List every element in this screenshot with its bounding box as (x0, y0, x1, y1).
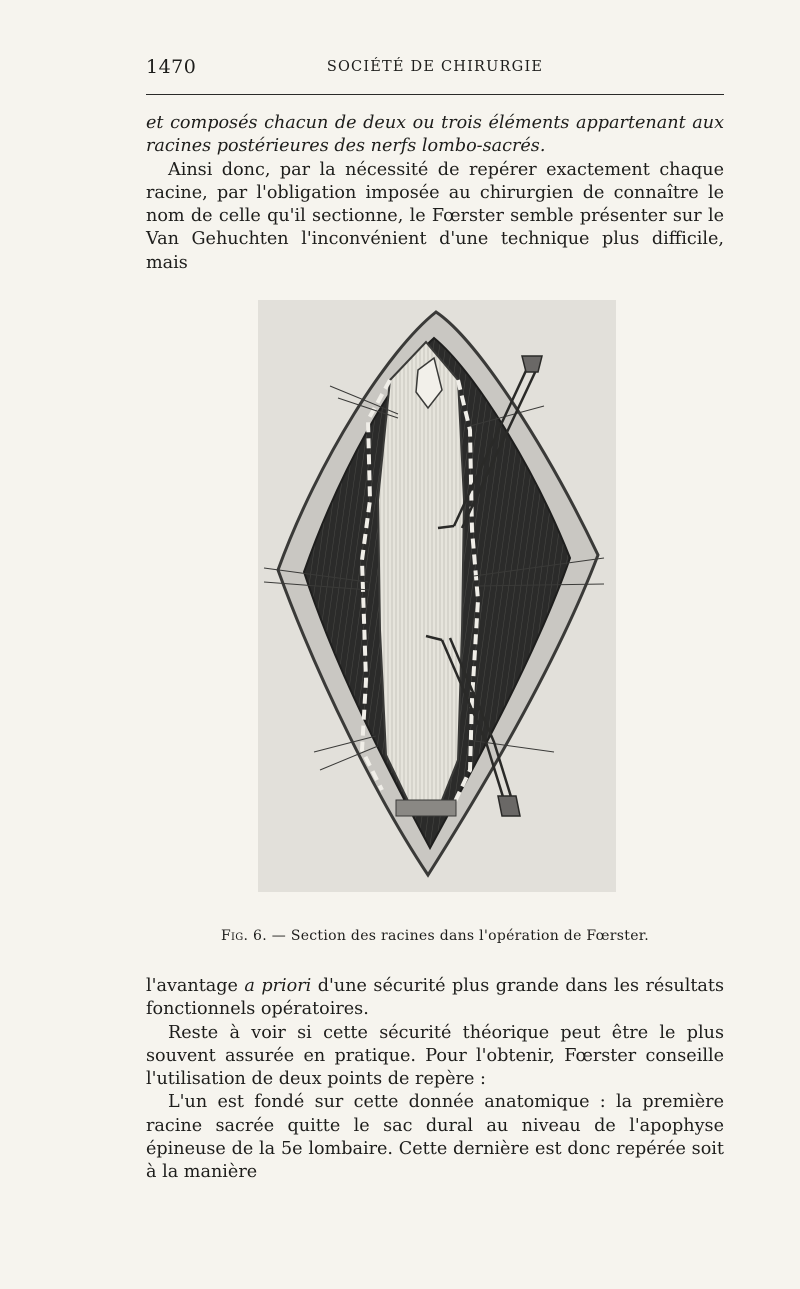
running-head: SOCIÉTÉ DE CHIRURGIE (326, 59, 544, 75)
page-number: 1470 (146, 56, 197, 78)
paragraph-1-italic: et composés chacun de deux ou trois éléments appartenant aux racines postérieures des nerfs lombo-sacrés. (146, 113, 724, 157)
hook-tip-top (522, 356, 542, 372)
dural-sac (378, 342, 464, 810)
paragraph-2: Ainsi donc, par la nécessité de repérer exactement chaque racine, par l'obligation imposée au chirurgien de connaître le nom de celle qu'il sectionne, le Fœrster semble présenter sur le Van Gehuchten l'inconvénient d'une technique plus difficile, mais (146, 159, 724, 273)
caption-text: — Section des racines dans l'opération de Fœrster. (267, 928, 649, 944)
page-header (146, 56, 724, 84)
surgical-illustration (258, 300, 616, 892)
paragraph-4: Reste à voir si cette sécurité théorique peut être le plus souvent assurée en pratique. Pour l'obtenir, Fœrster conseille l'utilisation de deux points de repère : (146, 1022, 724, 1090)
paragraph-5: L'un est fondé sur cette donnée anatomique : la première racine sacrée quitte le sac dural au niveau de l'apophyse épineuse de la 5e lombaire. Cette dernière est donc repérée soit à la manière (146, 1092, 724, 1183)
hook-tip-bottom (498, 796, 520, 816)
text-block-top (146, 112, 724, 275)
caption-label: Fig. 6. (221, 928, 268, 944)
figure-caption (146, 928, 724, 944)
paragraph-3-italic: a priori (244, 976, 312, 996)
paragraph-3-end: d'une sécurité plus grande dans les résultats fonctionnels opératoires. (146, 976, 724, 1020)
figure-6 (258, 300, 616, 892)
sacral-base (396, 800, 456, 816)
paragraph-3-start: l'avantage (146, 976, 245, 996)
paragraph-3 (146, 975, 724, 1022)
paragraph-1 (146, 112, 724, 159)
header-rule (146, 94, 724, 95)
text-block-bottom (146, 975, 724, 1185)
